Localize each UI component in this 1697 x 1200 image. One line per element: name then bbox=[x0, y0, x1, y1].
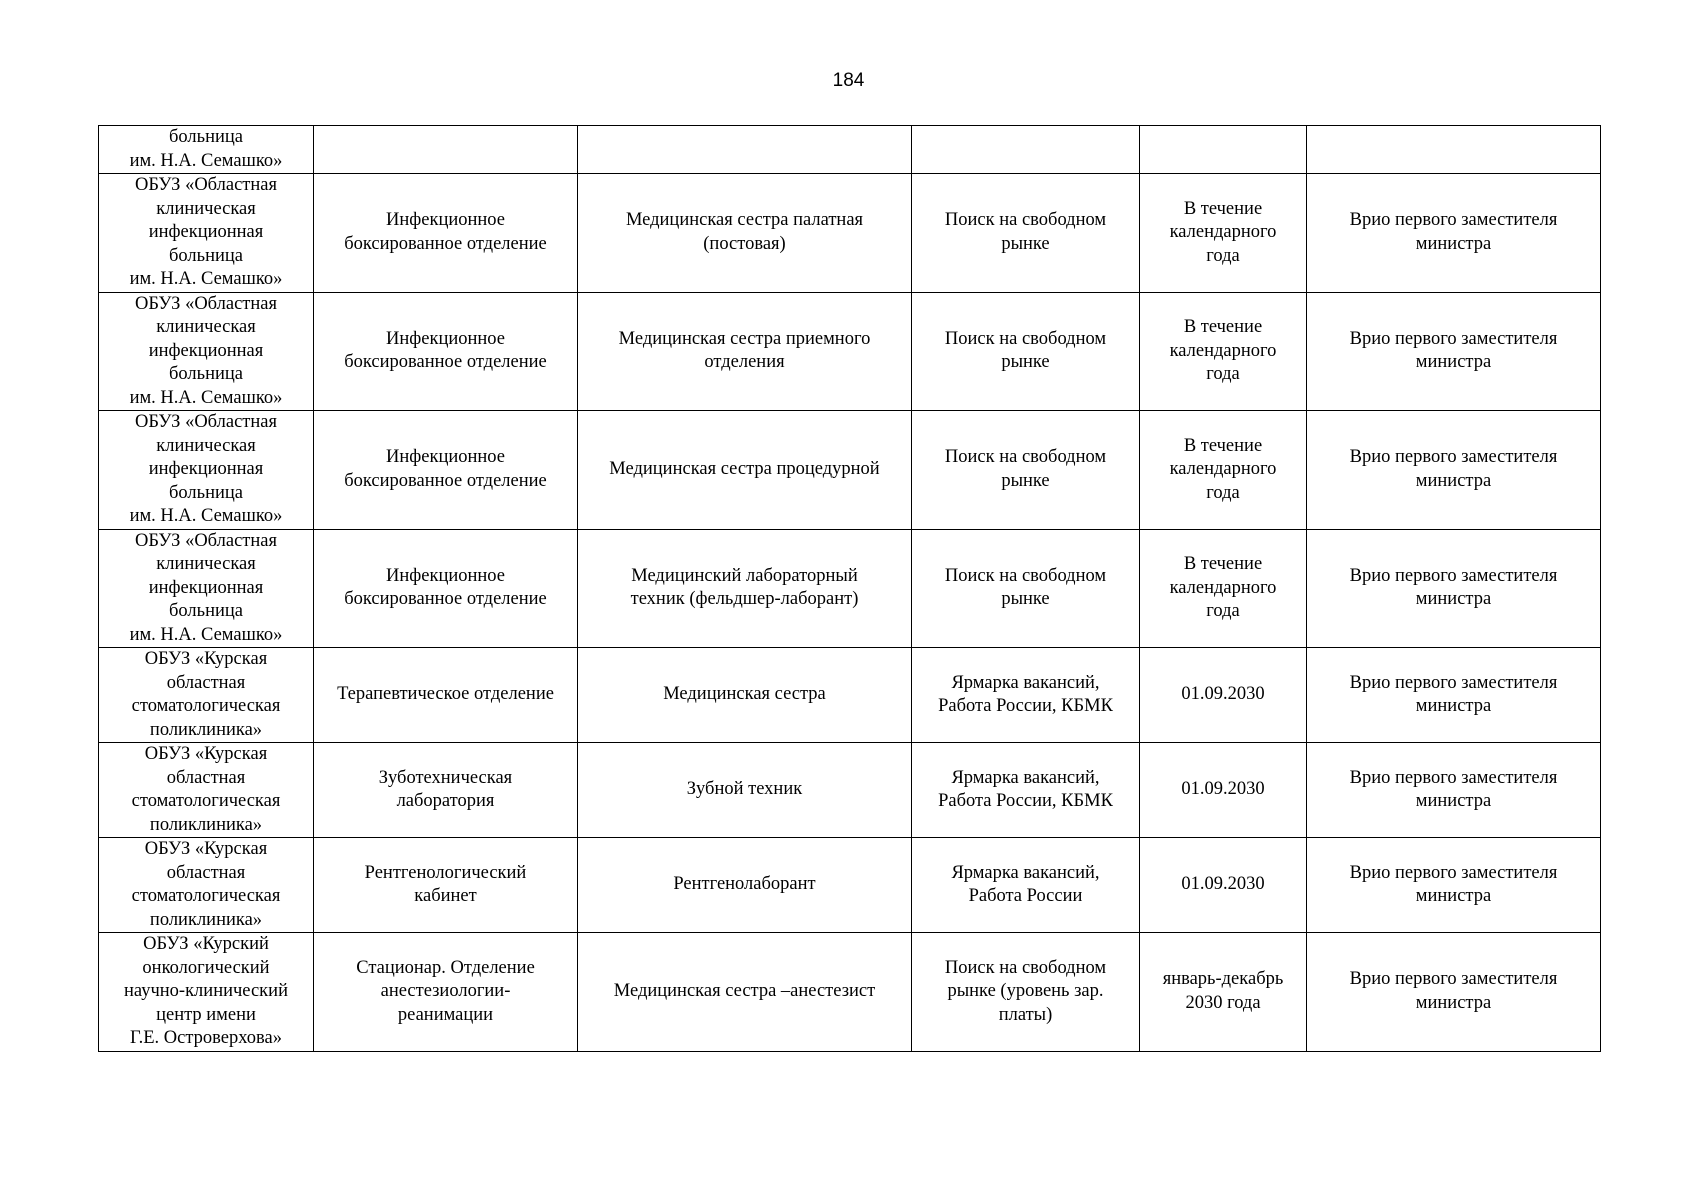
term-cell bbox=[1140, 126, 1307, 174]
method-cell: Поиск на свободном рынке bbox=[912, 174, 1140, 293]
term-cell: В течение календарного года bbox=[1140, 292, 1307, 411]
department-cell: Инфекционное боксированное отделение bbox=[314, 292, 578, 411]
position-cell: Медицинский лабораторный техник (фельдшер-лаборант) bbox=[578, 529, 912, 648]
responsible-cell: Врио первого заместителя министра bbox=[1307, 648, 1601, 743]
term-cell: январь-декабрь 2030 года bbox=[1140, 933, 1307, 1052]
term-cell: В течение календарного года bbox=[1140, 411, 1307, 530]
method-cell: Ярмарка вакансий, Работа России, КБМК bbox=[912, 743, 1140, 838]
table-row bbox=[99, 292, 1601, 411]
method-cell: Поиск на свободном рынке bbox=[912, 529, 1140, 648]
term-cell: 01.09.2030 bbox=[1140, 838, 1307, 933]
term-cell: В течение календарного года bbox=[1140, 174, 1307, 293]
org-cell: ОБУЗ «Областная клиническая инфекционная больница им. Н.А. Семашко» bbox=[99, 411, 314, 530]
department-cell: Рентгенологический кабинет bbox=[314, 838, 578, 933]
method-cell: Поиск на свободном рынке (уровень зар. платы) bbox=[912, 933, 1140, 1052]
position-cell: Медицинская сестра приемного отделения bbox=[578, 292, 912, 411]
page-number: 184 bbox=[832, 70, 865, 91]
method-cell: Ярмарка вакансий, Работа России bbox=[912, 838, 1140, 933]
responsible-cell: Врио первого заместителя министра bbox=[1307, 292, 1601, 411]
position-cell: Медицинская сестра –анестезист bbox=[578, 933, 912, 1052]
department-cell: Терапевтическое отделение bbox=[314, 648, 578, 743]
responsible-cell: Врио первого заместителя министра bbox=[1307, 743, 1601, 838]
org-cell: ОБУЗ «Курская областная стоматологическая поликлиника» bbox=[99, 838, 314, 933]
method-cell: Поиск на свободном рынке bbox=[912, 411, 1140, 530]
table-row bbox=[99, 743, 1601, 838]
department-cell: Инфекционное боксированное отделение bbox=[314, 529, 578, 648]
responsible-cell: Врио первого заместителя министра bbox=[1307, 529, 1601, 648]
method-cell: Ярмарка вакансий, Работа России, КБМК bbox=[912, 648, 1140, 743]
position-cell bbox=[578, 126, 912, 174]
method-cell: Поиск на свободном рынке bbox=[912, 292, 1140, 411]
org-cell: ОБУЗ «Курская областная стоматологическая поликлиника» bbox=[99, 648, 314, 743]
table-row bbox=[99, 933, 1601, 1052]
org-cell: ОБУЗ «Курская областная стоматологическая поликлиника» bbox=[99, 743, 314, 838]
org-cell: ОБУЗ «Областная клиническая инфекционная больница им. Н.А. Семашко» bbox=[99, 174, 314, 293]
table-row bbox=[99, 174, 1601, 293]
org-cell: ОБУЗ «Областная клиническая инфекционная больница им. Н.А. Семашко» bbox=[99, 529, 314, 648]
position-cell: Медицинская сестра bbox=[578, 648, 912, 743]
responsible-cell: Врио первого заместителя министра bbox=[1307, 411, 1601, 530]
department-cell: Зуботехническая лаборатория bbox=[314, 743, 578, 838]
responsible-cell bbox=[1307, 126, 1601, 174]
org-cell: больница им. Н.А. Семашко» bbox=[99, 126, 314, 174]
staffing-table bbox=[98, 125, 1601, 1052]
position-cell: Медицинская сестра процедурной bbox=[578, 411, 912, 530]
department-cell: Стационар. Отделение анестезиологии- реанимации bbox=[314, 933, 578, 1052]
method-cell bbox=[912, 126, 1140, 174]
table-row bbox=[99, 126, 1601, 174]
term-cell: 01.09.2030 bbox=[1140, 743, 1307, 838]
position-cell: Рентгенолаборант bbox=[578, 838, 912, 933]
department-cell: Инфекционное боксированное отделение bbox=[314, 174, 578, 293]
department-cell: Инфекционное боксированное отделение bbox=[314, 411, 578, 530]
responsible-cell: Врио первого заместителя министра bbox=[1307, 838, 1601, 933]
term-cell: В течение календарного года bbox=[1140, 529, 1307, 648]
table-row bbox=[99, 648, 1601, 743]
department-cell bbox=[314, 126, 578, 174]
position-cell: Зубной техник bbox=[578, 743, 912, 838]
table-row bbox=[99, 529, 1601, 648]
table-row bbox=[99, 411, 1601, 530]
org-cell: ОБУЗ «Областная клиническая инфекционная больница им. Н.А. Семашко» bbox=[99, 292, 314, 411]
responsible-cell: Врио первого заместителя министра bbox=[1307, 174, 1601, 293]
org-cell: ОБУЗ «Курский онкологический научно-клинический центр имени Г.Е. Островерхова» bbox=[99, 933, 314, 1052]
term-cell: 01.09.2030 bbox=[1140, 648, 1307, 743]
position-cell: Медицинская сестра палатная (постовая) bbox=[578, 174, 912, 293]
responsible-cell: Врио первого заместителя министра bbox=[1307, 933, 1601, 1052]
table-row bbox=[99, 838, 1601, 933]
